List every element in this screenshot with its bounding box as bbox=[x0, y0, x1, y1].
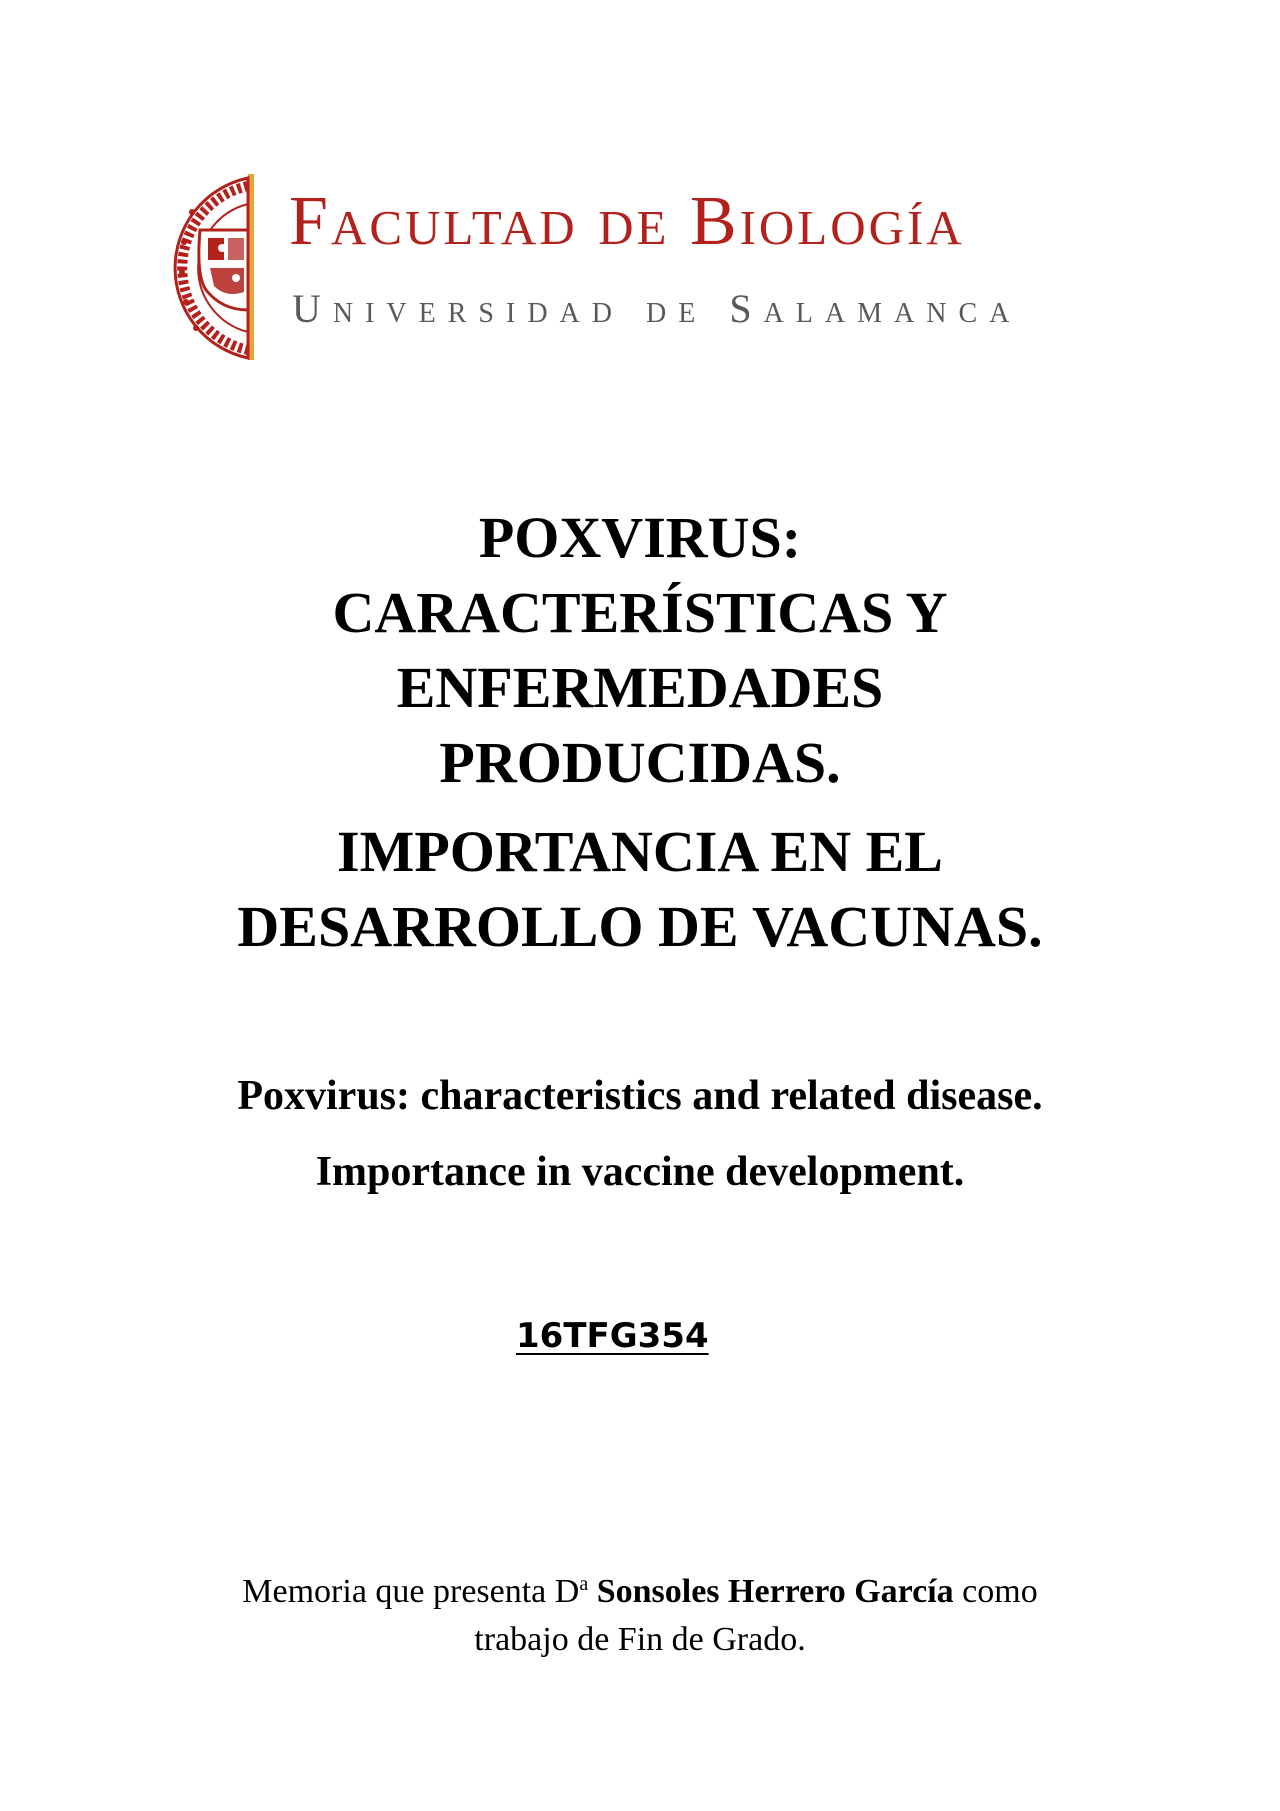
title-en-line: Poxvirus: characteristics and related disease. bbox=[237, 1073, 1043, 1119]
title-es-line: PRODUCIDAS. bbox=[439, 730, 841, 795]
title-en-line: Importance in vaccine development. bbox=[315, 1149, 965, 1195]
title-es-line: ENFERMEDADES bbox=[396, 655, 884, 720]
title-es-line: IMPORTANCIA EN EL bbox=[337, 819, 943, 884]
faculty-name: Facultad de Biología bbox=[289, 183, 965, 260]
university-name: Universidad de Salamanca bbox=[292, 286, 1022, 331]
author-statement-line1 bbox=[0, 1568, 1280, 1616]
project-code: 16TFG354 bbox=[516, 1316, 709, 1356]
document-title-es bbox=[0, 500, 1280, 964]
author-statement bbox=[0, 1568, 1280, 1664]
author-name: Sonsoles Herrero García bbox=[596, 1573, 954, 1610]
faculty-logo bbox=[162, 172, 1162, 362]
title-es-line: POXVIRUS: bbox=[478, 505, 802, 570]
document-title-en bbox=[0, 1058, 1280, 1210]
university-seal-icon bbox=[162, 172, 258, 362]
title-es-line: CARACTERÍSTICAS Y bbox=[332, 580, 948, 645]
memoria-superscript: a bbox=[579, 1573, 589, 1595]
author-statement-line2: trabajo de Fin de Grado. bbox=[474, 1621, 806, 1658]
memoria-prefix: Memoria que presenta D bbox=[242, 1573, 580, 1610]
memoria-suffix: como bbox=[953, 1573, 1038, 1610]
title-es-line: DESARROLLO DE VACUNAS. bbox=[237, 894, 1043, 959]
